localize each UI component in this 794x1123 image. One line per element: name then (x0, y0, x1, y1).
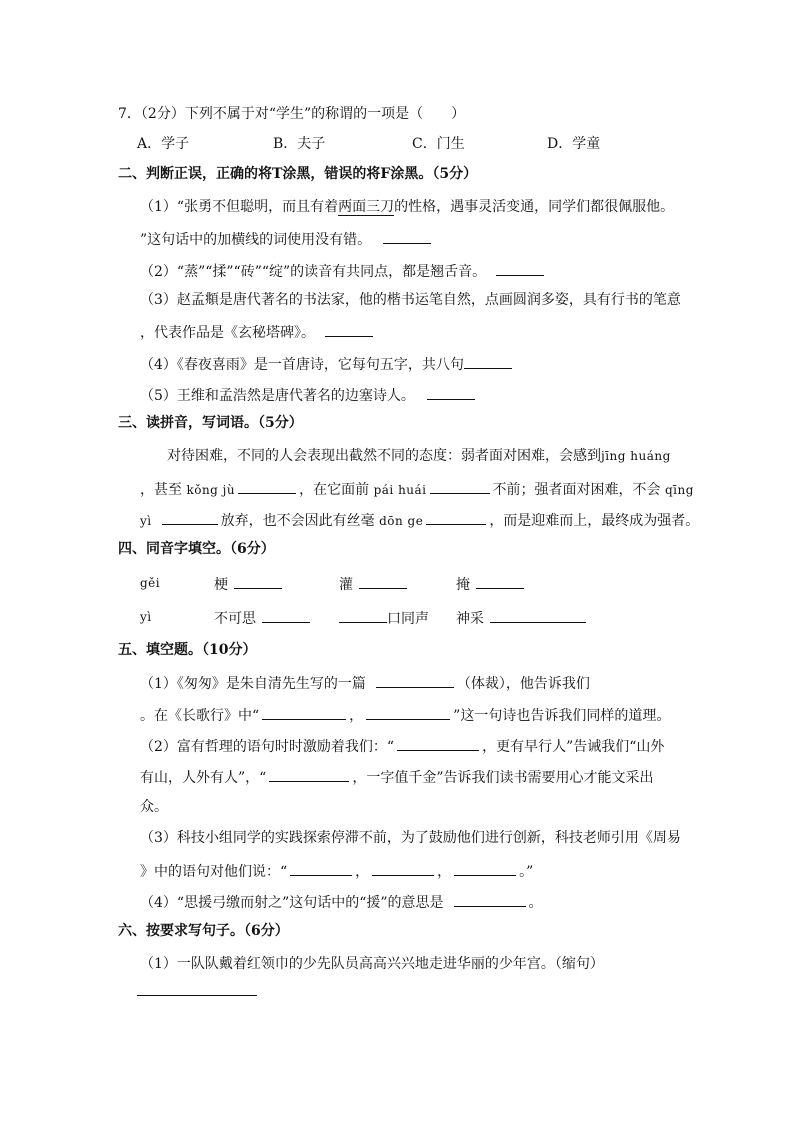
section-5-title: 五、填空题。（10分） (118, 642, 257, 658)
answer-blank[interactable] (325, 321, 373, 337)
answer-blank[interactable] (359, 573, 407, 589)
answer-blank[interactable] (262, 704, 346, 720)
s4-row-2-cell-1: 不可思 (214, 607, 313, 629)
s5-item-2-line-1: （2）富有哲理的语句时时激励着我们：“ ，更有早行人”告诫我们“山外 (140, 735, 664, 757)
s4-row-2-cell-2: 口同声 (339, 607, 429, 629)
answer-blank[interactable] (262, 607, 310, 623)
s4-row-2-cell-3: 神采 (456, 607, 589, 629)
s2-item-4: （4）《春夜喜雨》是一首唐诗，它每句五字，共八句 (140, 353, 515, 375)
pinyin: gěi (140, 576, 161, 590)
pinyin: jīng huáng (601, 449, 671, 463)
answer-blank[interactable] (426, 509, 486, 525)
option-b[interactable]: B．夫子 (273, 136, 326, 152)
s3-line-1: 对待困难，不同的人会表现出截然不同的态度：弱者面对困难，会感到jīng huáng (167, 448, 671, 464)
s5-item-2-line-2: 有山，人外有人”，“ ，一字值千金”告诉我们读书需要用心才能文采出 (140, 766, 653, 788)
answer-blank[interactable] (454, 860, 516, 876)
s2-item-1-line-1: （1）“张勇不但聪明，而且有着两面三刀的性格，遇事灵活变通，同学们都很佩服他。 (140, 199, 675, 215)
pinyin: pái huái (373, 483, 427, 497)
answer-blank[interactable] (427, 384, 475, 400)
answer-blank[interactable] (366, 704, 450, 720)
answer-blank[interactable] (454, 891, 526, 907)
answer-blank[interactable] (490, 607, 586, 623)
answer-blank[interactable] (234, 573, 282, 589)
s4-row-1-cell-2: 灌 (339, 573, 410, 595)
s5-item-1-line-2: 。在《长歌行》中“ ， ”这一句诗也告诉我们同样的道理。 (140, 704, 670, 726)
answer-blank[interactable] (137, 980, 257, 996)
answer-blank[interactable] (383, 228, 431, 244)
s4-row-2 (0, 607, 794, 627)
s3-line-2: ，甚至 kǒng jù ，在它面前 pái huái 不前；强者面对困难，不会 qīng (140, 478, 694, 500)
pinyin: dōn ge (379, 514, 424, 528)
answer-blank[interactable] (496, 260, 544, 276)
s2-item-3-line-2: ，代表作品是《玄秘塔碑》。 (140, 321, 376, 343)
s3-line-3: yì 放弃，也不会因此有丝毫 dōn ge ，而是迎难而上，最终成为强者。 (140, 509, 699, 531)
s5-item-4: （4）“思援弓缴而射之”这句话中的“援”的意思是 。 (140, 891, 543, 913)
pinyin: yì (140, 514, 152, 528)
section-3-title: 三、读拼音，写词语。（5分） (118, 415, 303, 431)
s2-item-5: （5）王维和孟浩然是唐代著名的边塞诗人。 (140, 384, 478, 406)
s4-row-1 (0, 573, 794, 593)
section-6-title: 六、按要求写句子。（6分） (118, 923, 289, 939)
option-d[interactable]: D．学童 (547, 136, 601, 152)
answer-blank[interactable] (269, 766, 349, 782)
answer-blank[interactable] (290, 860, 352, 876)
pinyin: yì (140, 610, 152, 624)
answer-blank[interactable] (476, 573, 524, 589)
s4-row-1-cell-1: 梗 (214, 573, 285, 595)
answer-blank[interactable] (397, 735, 479, 751)
pinyin: kǒng jù (186, 483, 236, 497)
s2-item-3-line-1: （3）赵孟頫是唐代著名的书法家，他的楷书运笔自然，点画圆润多姿，具有行书的笔意 (140, 292, 681, 308)
q7-stem: 7．（2分）下列不属于对“学生”的称谓的一项是（ ） (118, 106, 466, 122)
s5-item-3-line-2: 》中的语句对他们说：“ ， ， 。” (140, 860, 533, 882)
underlined-word: 两面三刀 (338, 199, 395, 215)
answer-blank[interactable] (430, 478, 490, 494)
s5-item-3-line-1: （3）科技小组同学的实践探索停滞不前，为了鼓励他们进行创新，科技老师引用《周易 (140, 830, 681, 846)
q7-options (0, 134, 794, 154)
s6-item-1-answer (137, 980, 257, 1000)
s2-item-1-line-2: ”这句话中的加横线的词使用没有错。 (140, 228, 434, 250)
option-c[interactable]: C．门生 (412, 136, 465, 152)
option-a[interactable]: A．学子 (137, 136, 190, 152)
s5-item-2-line-3: 众。 (140, 799, 168, 815)
answer-blank[interactable] (162, 509, 218, 525)
answer-blank[interactable] (238, 478, 296, 494)
answer-blank[interactable] (372, 860, 434, 876)
pinyin: qīng (664, 483, 694, 497)
answer-blank[interactable] (464, 353, 512, 369)
s4-row-1-cell-3: 掩 (456, 573, 527, 595)
section-4-title: 四、同音字填空。（6分） (118, 541, 275, 557)
section-2-title: 二、判断正误，正确的将T涂黑，错误的将F涂黑。（5分） (118, 166, 478, 182)
answer-blank[interactable] (339, 607, 387, 623)
answer-blank[interactable] (376, 672, 454, 688)
s2-item-2: （2）“蒸”“揉”“砖”“绽”的读音有共同点，都是翘舌音。 (140, 260, 547, 282)
s5-item-1-line-1: （1）《匆匆》是朱自清先生写的一篇 （体裁），他告诉我们 (140, 672, 590, 694)
s6-item-1: （1）一队队戴着红领巾的少先队员高高兴兴地走进华丽的少年宫。（缩句） (140, 956, 604, 972)
